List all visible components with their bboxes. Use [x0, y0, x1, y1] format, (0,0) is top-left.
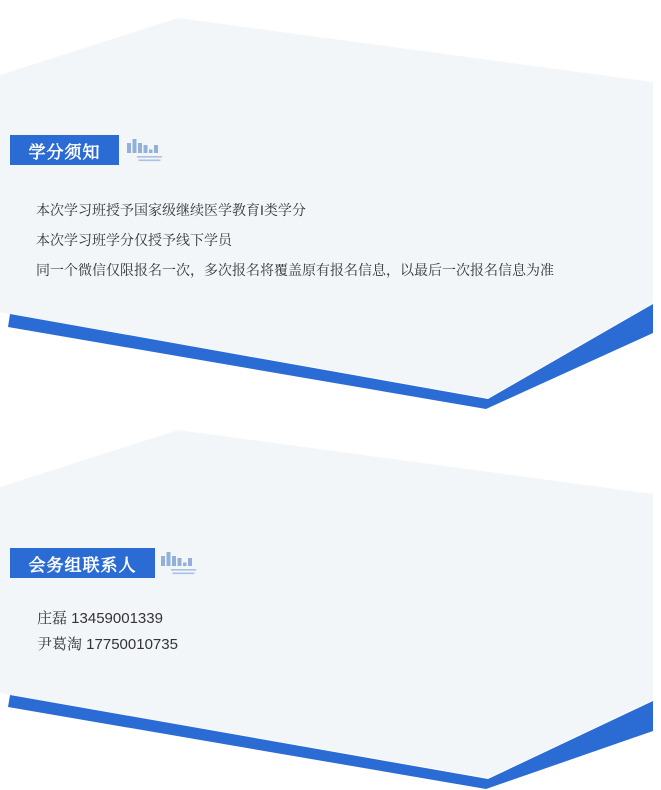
contact-line: 尹葛淘 17750010735: [37, 636, 178, 653]
contacts-badge: [10, 548, 155, 578]
bar-chart-icon: [161, 551, 197, 576]
credit-notice-text: [36, 195, 554, 285]
credit-notice-badge-label: 学分须知: [28, 142, 101, 162]
contacts-card-shape: [0, 430, 653, 778]
bar-chart-icon: [127, 138, 163, 163]
contacts-text: [37, 606, 178, 658]
credit-notice-line: 本次学习班授予国家级继续医学教育I类学分: [36, 202, 306, 218]
credit-notice-line: 同一个微信仅限报名一次，多次报名将覆盖原有报名信息，以最后一次报名信息为准: [36, 262, 554, 278]
credit-notice-badge: [10, 135, 119, 165]
contacts-badge-label: 会务组联系人: [28, 555, 137, 575]
contact-line: 庄磊 13459001339: [37, 610, 163, 627]
credit-notice-line: 本次学习班学分仅授予线下学员: [36, 232, 232, 248]
